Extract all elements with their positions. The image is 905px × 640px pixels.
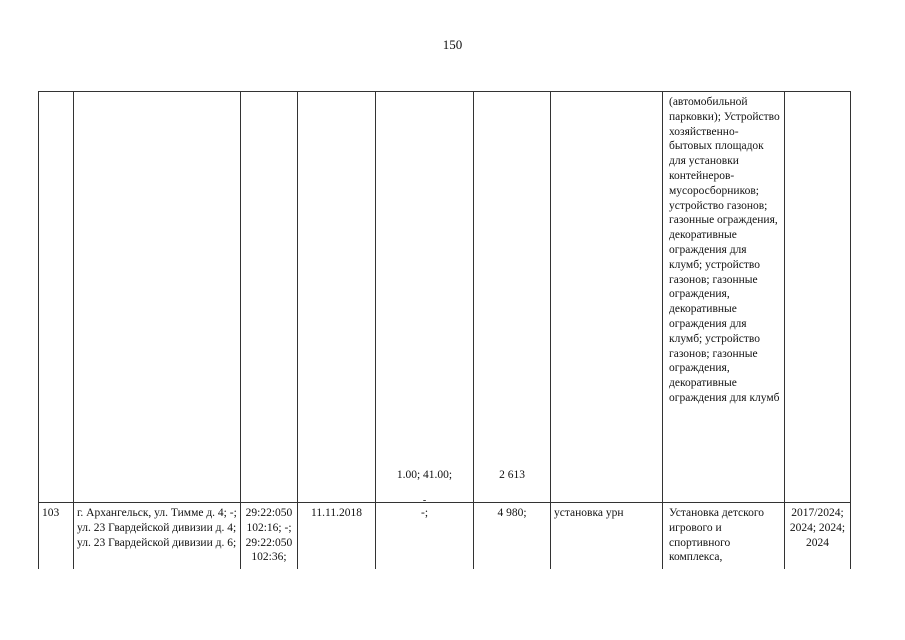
row-number	[39, 92, 74, 503]
cost-cell	[474, 92, 551, 503]
works-cell	[551, 92, 663, 503]
address-cell	[74, 92, 241, 503]
description-cell: Установка детского игрового и спортивного комплекса,	[663, 503, 785, 570]
address-cell: г. Архангельск, ул. Тимме д. 4; -; ул. 23 Гвардейской дивизии д. 4; ул. 23 Гвардейской дивизии д. 6;	[74, 503, 241, 570]
description-cell: (автомобильной парковки); Устройство хозяйственно-бытовых площадок для установки контейнеров-мусоросборников; устройство газонов; газонные ограждения, декоративные ограждения для клумб; устройство газонов; газонные ограждения, декоративные ограждения для клумб; устройство газонов; газонные ограждения, декоративные ограждения для клумб	[663, 92, 785, 503]
area-main: 1.00; 41.00;	[396, 469, 453, 481]
date-cell	[298, 92, 376, 503]
cadastral-cell: 29:22:050 102:16; -; 29:22:050 102:36;	[241, 503, 298, 570]
page-number: 150	[442, 37, 463, 52]
date-cell: 11.11.2018	[298, 503, 376, 570]
row-number: 103	[39, 503, 74, 570]
table-row	[39, 92, 851, 503]
cadastral-cell	[241, 92, 298, 503]
cost-cell: 4 980;	[474, 503, 551, 570]
program-table	[38, 91, 851, 569]
table-row	[39, 503, 851, 570]
years-cell	[785, 92, 851, 503]
area-cell: -;	[376, 503, 474, 570]
area-cell	[376, 92, 474, 506]
cost-value: 2 613	[499, 469, 525, 481]
years-cell: 2017/2024; 2024; 2024; 2024	[785, 503, 851, 570]
works-cell: установка урн	[551, 503, 663, 570]
area-sub: -	[422, 495, 427, 506]
